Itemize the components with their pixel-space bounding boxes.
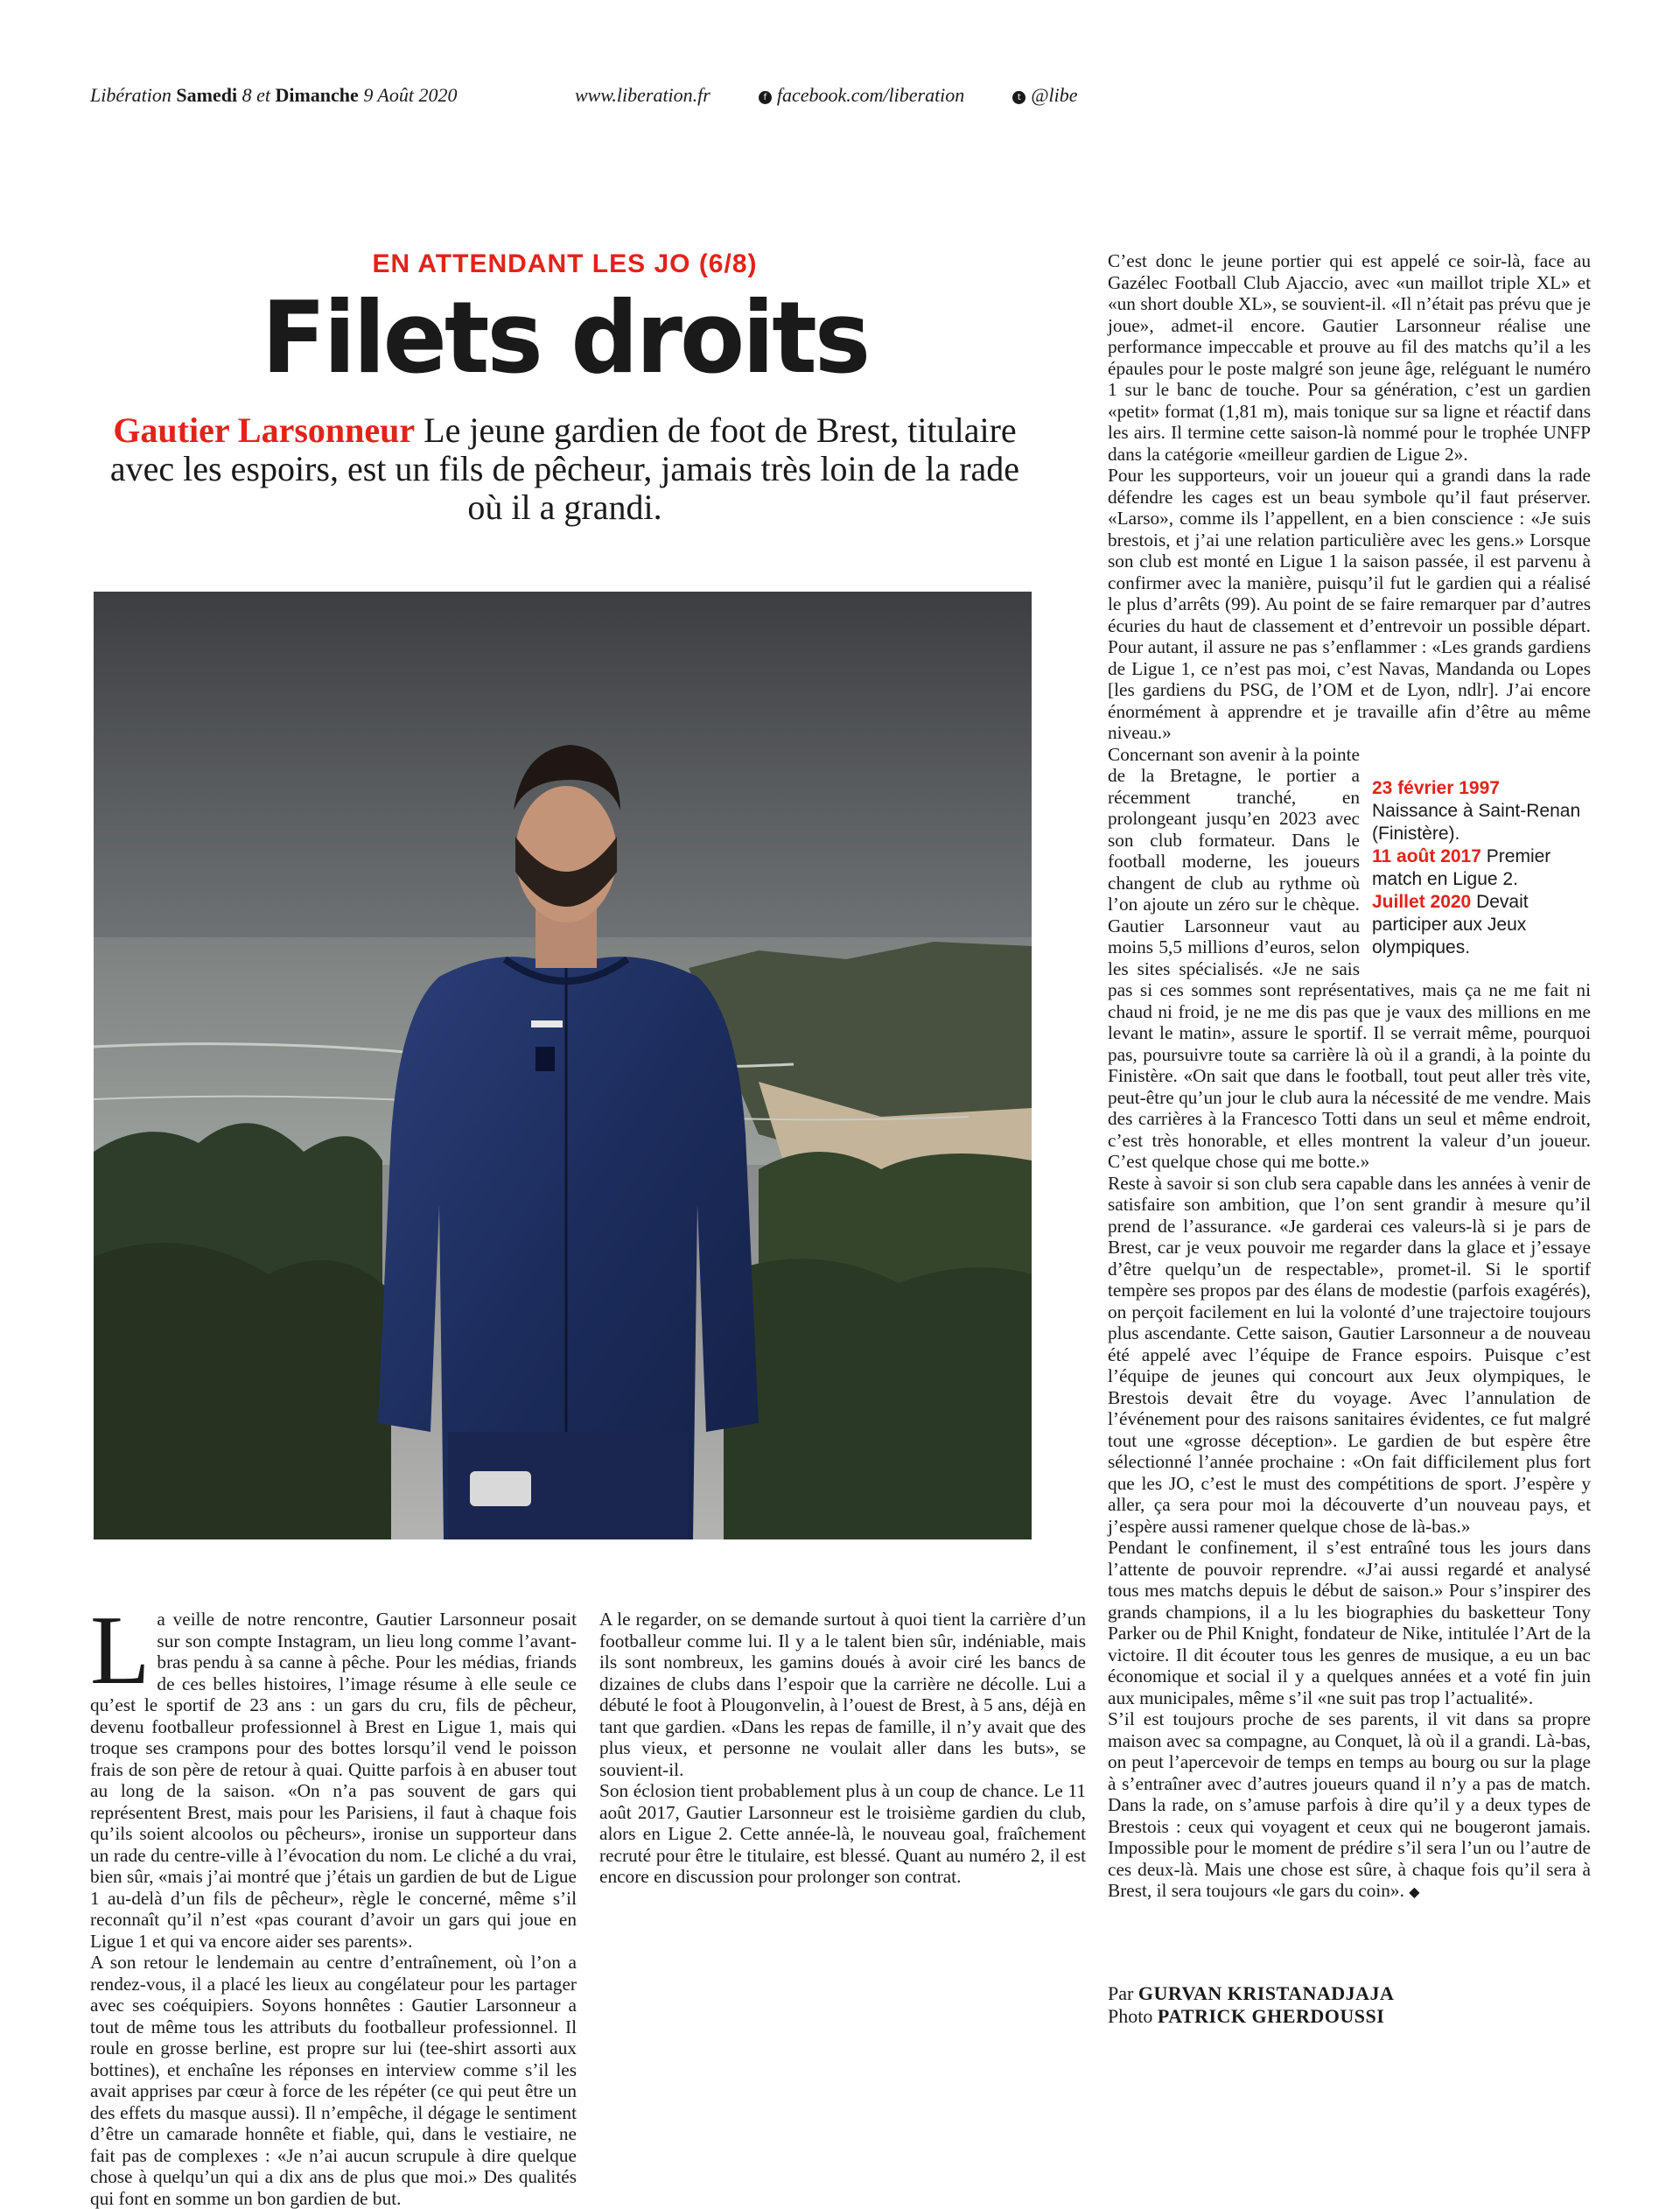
- bio-text: Premier match en Ligue 2.: [1372, 845, 1551, 889]
- byline: [1108, 1982, 1394, 2028]
- byline-prefix: Par: [1108, 1982, 1134, 2004]
- author-name: GURVAN KRISTANADJAJA: [1138, 1982, 1395, 2004]
- twitter-icon: t: [1012, 91, 1026, 104]
- bio-date: Juillet 2020: [1372, 891, 1472, 912]
- standfirst: [94, 411, 1035, 527]
- headline: Filets droits: [261, 280, 869, 396]
- date-num1: 8 et: [242, 84, 270, 106]
- paragraph-3: A le regarder, on se demande surtout à quoi tient la carrière d’un footballeur comme lui. Il y a le talent bien sûr, indéniable, mais ils sont nombreux, les gamins doués à avoir ciré les bancs de dizaines de clubs dans l’espoir que la carrière ne décolle. Lui a débuté le foot à Plougonvelin, à l’ouest de Brest, à 5 ans, déjà en tant que gardien. «Dans les repas de famille, il n’y avait que des plus vieux, et personne ne voulait aller dans les buts», se souvient-il.: [599, 1609, 1086, 1780]
- body-column-2: [599, 1609, 1086, 1888]
- standfirst-name: Gautier Larsonneur: [113, 410, 416, 450]
- bio-text: Naissance à Saint-Renan (Finistère).: [1372, 800, 1581, 844]
- masthead-date: [90, 84, 457, 107]
- date-rest: 9 Août 2020: [363, 84, 458, 106]
- body-column-3: [1108, 250, 1591, 1904]
- dropcap: L: [90, 1596, 150, 1705]
- standfirst-text: Le jeune gardien de foot de Brest, titulaire avec les espoirs, est un fils de pêcheur, jamais très loin de la rade où il a grandi.: [109, 410, 1020, 527]
- paragraph-1: a veille de notre rencontre, Gautier Larsonneur posait sur son compte Instagram, un lieu long comme l’avant-bras pendu à sa canne à pêche. Pour les médias, friands de ces belles histoires, l’image résume à elle seule ce qu’est le sportif de 23 ans : un gars du cru, fils de pêcheur, devenu footballeur professionnel à Brest en Ligue 1, mais qui troque ses crampons pour des bottes lorsqu’il vend le poisson frais de son père de retour à quai. Quitte parfois à en abuser tout au long de la saison. «On n’a pas souvent de gars qui représentent Brest, mais pour les Parisiens, il faut à chaque fois qu’ils soient alcoolos ou pêcheurs», ironise un supporteur dans un rade du centre-ville à l’évocation du nom. Le cliché a du vrai, bien sûr, «mais j’ai montré que j’étais un gardien de but de Ligue 1 au-delà d’un fils de pêcheur», règle le concerné, même s’il reconnaît qu’il n’est «pas courant d’avoir un gars qui joue en Ligue 1 et qui va encore aider ses parents».: [90, 1609, 577, 1952]
- website-link[interactable]: www.liberation.fr: [575, 84, 710, 106]
- body-column-1: [90, 1596, 577, 2209]
- date-day2: Dimanche: [275, 84, 359, 106]
- paragraph-6: Pour les supporteurs, voir un joueur qui a grandi dans la rade défendre les cages est un beau symbole qu’il faut préserver. «Larso», comme ils l’appellent, en a bien conscience : «Je suis brestois, et j’ai une relation particulière avec les gens.» Lorsque son club est monté en Ligue 1 la saison passée, il est parvenu à confirmer avec la manière, puisqu’il fut le gardien qui a réalisé le plus d’arrêts (99). Au point de se faire remarquer par d’autres écuries du haut de classement et d’entrevoir un possible départ. Pour autant, il assure ne pas s’enflammer : «Les grands gardiens de Ligue 1, ce n’est pas moi, c’est Navas, Mandanda ou Lopes [les gardiens du PSG, de l’OM et de Lyon, ndlr]. J’ai encore énormément à apprendre et je travaille afin d’être au même niveau.»: [1108, 465, 1591, 743]
- bio-text: Devait participer aux Jeux olympiques.: [1372, 891, 1529, 957]
- bio-box: [1372, 777, 1591, 959]
- paragraph-4: Son éclosion tient probablement plus à un coup de chance. Le 11 août 2017, Gautier Larsonneur est le troisième gardien du club, alors en Ligue 2. Cette année-là, le nouveau goal, fraîchement recruté pour être le titulaire, est blessé. Quant au numéro 2, il est encore en discussion pour prolonger son contrat.: [599, 1780, 1086, 1887]
- paper-name: Libération: [90, 84, 172, 106]
- date-day1: Samedi: [176, 84, 238, 106]
- paragraph-5: C’est donc le jeune portier qui est appelé ce soir-là, face au Gazélec Football Club Ajaccio, avec «un maillot triple XL» et «un short double XL», se souvient-il. «Il n’était pas prévu que je joue», admet-il encore. Gautier Larsonneur réalise une performance impeccable et prouve au fil des matchs qu’il a les épaules pour le poste malgré son jeune âge, reléguant le numéro 1 sur le banc de touche. Pour sa génération, c’est un gardien «petit» format (1,81 m), mais tonique sur sa ligne et réactif dans les airs. Il termine cette saison-là nommé pour le trophée UNFP dans la catégorie «meilleur gardien de Ligue 2».: [1108, 250, 1591, 465]
- bio-entry: [1372, 845, 1591, 891]
- end-mark-icon: ◆: [1409, 1883, 1420, 1900]
- bio-date: 23 février 1997: [1372, 777, 1500, 798]
- photo-prefix: Photo: [1108, 2005, 1153, 2027]
- article-photo: [94, 592, 1032, 1539]
- photographer-name: PATRICK GHERDOUSSI: [1157, 2005, 1385, 2027]
- paragraph-9: Pendant le confinement, il s’est entraîné tous les jours dans l’attente de pouvoir reprendre. «J’ai aussi regardé et analysé tous mes matchs depuis le début de saison.» Pour s’inspirer des grands champions, il a lu les biographies du basketteur Tony Parker ou de Phil Knight, fondateur de Nike, intitulée l’Art de la victoire. Il dit écouter tous les genres de musique, a eu un bac économique et social il y a quelques années et a voté fin juin aux municipales, même s’il «ne suit pas trop l’actualité».: [1108, 1537, 1591, 1708]
- kicker: EN ATTENDANT LES JO (6/8): [372, 249, 758, 278]
- header-links: [575, 84, 1078, 107]
- paragraph-10: S’il est toujours proche de ses parents, il vit dans sa propre maison avec sa compagne, au Conquet, là où il a grandi. Là-bas, on peut l’apercevoir de temps en temps au bourg ou sur la plage à s’entraîner avec d’autres joueurs quand il n’y a pas de match. Dans la rade, on s’amuse parfois à dire qu’il y a deux types de Brestois : ceux qui voyagent et ceux qui ne bougeront jamais. Impossible pour le moment de prédire s’il sera l’un ou l’autre de ces deux-là. Mais une chose est sûre, à chaque fois qu’il sera à Brest, il sera toujours «le gars du coin».: [1108, 1708, 1591, 1901]
- bio-entry: [1372, 891, 1591, 959]
- bio-date: 11 août 2017: [1372, 845, 1481, 866]
- paragraph-2: A son retour le lendemain au centre d’entraînement, où l’on a rendez-vous, il a placé les lieux au congélateur pour les partager avec ses coéquipiers. Soyons honnêtes : Gautier Larsonneur a tout de même tous les attributs du footballeur professionnel. Il roule en grosse berline, est propre sur lui (tee-shirt assorti aux bottines), et enchaîne les réponses en interview comme s’il les avait apprises par cœur à force de les répéter (ce qui peut être un des effets du masque aussi). Il n’empêche, il dégage le sentiment d’être un camarade honnête et fiable, qui, dans le vestiaire, ne fait pas de complexes : «Je n’ai aucun scrupule à dire quelque chose à quelqu’un qui a dix ans de plus que moi.» Des qualités qui font en somme un bon gardien de but.: [90, 1952, 577, 2209]
- facebook-link[interactable]: facebook.com/liberation: [776, 84, 965, 106]
- twitter-link[interactable]: @libe: [1031, 84, 1078, 106]
- paragraph-8: Reste à savoir si son club sera capable dans les années à venir de satisfaire son ambition, que l’on sent grandir à mesure qu’il prend de l’assurance. «Je garderai ces valeurs-là si je pars de Brest, car je veux pouvoir me regarder dans la glace et j’essaye d’être quelqu’un de respectable», promet-il. Si le sportif tempère ses propos par des élans de modestie (parfois exagérés), on perçoit facilement en lui la volonté d’une trajectoire toujours plus ascendante. Cette saison, Gautier Larsonneur a de nouveau été appelé avec l’équipe de France espoirs. Puisque c’est l’équipe de jeunes qui concourt aux Jeux olympiques, le Brestois devait être du voyage. Avec l’annulation de l’événement pour des raisons sanitaires évidentes, ce fut malgré tout une «grosse déception». Le gardien de but espère être sélectionné l’année prochaine : «On fait difficilement plus fort que les JO, c’est le must des compétitions de sport. J’espère y aller, ça sera pour moi la découverte d’un nouveau pays, et j’espère aussi ramener quelque chose de là-bas.»: [1108, 1172, 1591, 1537]
- facebook-icon: f: [759, 91, 772, 104]
- bio-entry: [1372, 777, 1591, 845]
- paragraph-7: Concernant son avenir à la pointe de la Bretagne, le portier a récemment tranché, en prolongeant jusqu’en 2023 avec son club formateur. Dans le football moderne, les joueurs changent de club au rythme où l’on ajoute un zéro sur le chèque. Gautier Larsonneur vaut au moins 5,5 millions d’euros, selon les sites spécialisés. «Je ne sais pas si ces sommes sont représentatives, mais ça ne me fait ni chaud ni froid, je ne me dis pas que je vaux des millions en me levant le matin», assure le sportif. Il se verrait même, pourquoi pas, poursuivre toute sa carrière là où il a grandi, à la pointe du Finistère. «On sait que dans le football, tout peut aller très vite, peut-être qu’un jour le club aura la nécessité de me vendre. Mais des carrières à la Francesco Totti dans un seul et même endroit, c’est très honorable, et elles montrent la valeur d’un joueur. C’est quelque chose qui me botte.»: [1108, 743, 1591, 1172]
